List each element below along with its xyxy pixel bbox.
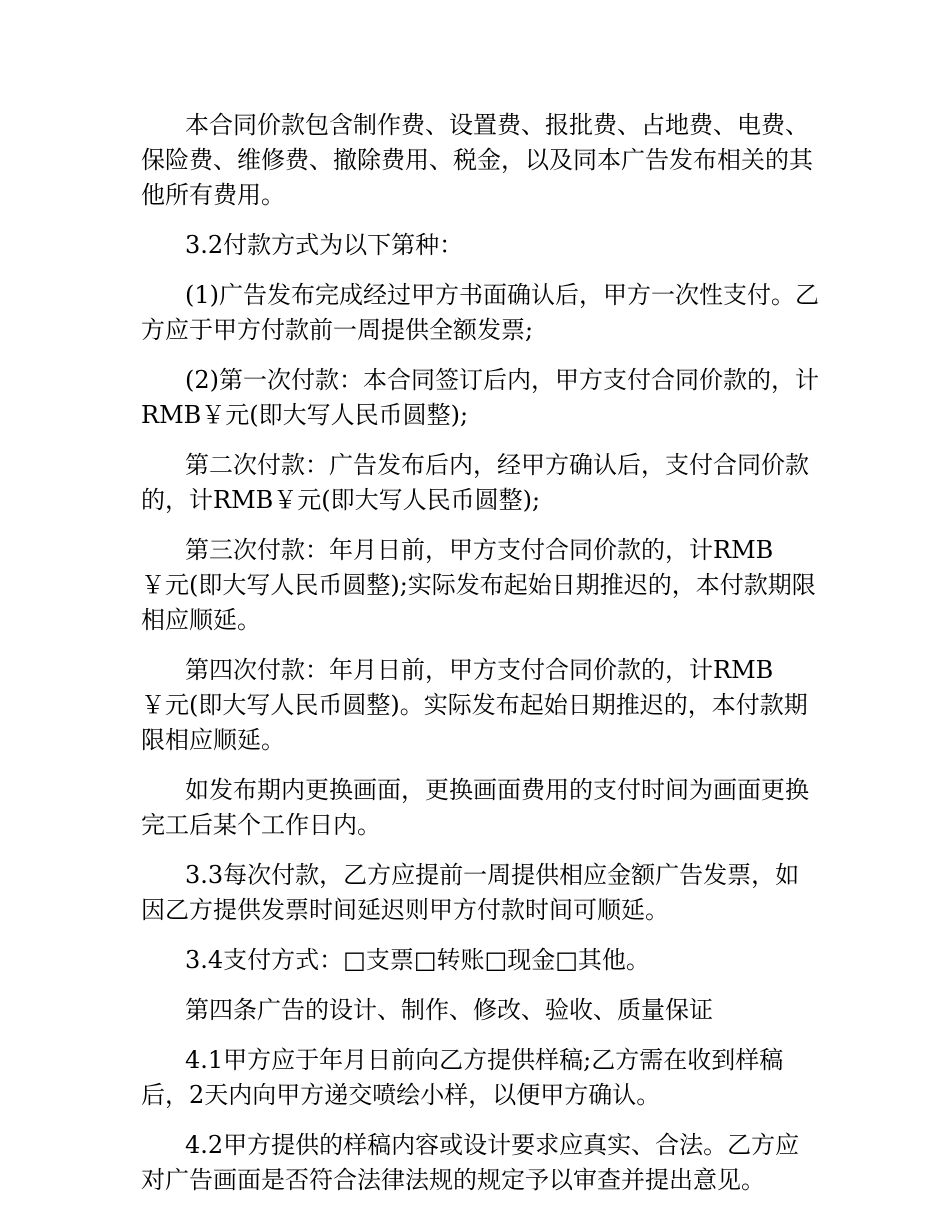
paragraph-third-payment: 第三次付款：年月日前，甲方支付合同价款的，计RMB ￥元(即大写人民币圆整);实际发布起始日期推迟的，本付款期限相应顺延。	[141, 536, 816, 634]
paragraph-second-payment: 第二次付款：广告发布后内，经甲方确认后，支付合同价款的，计RMB￥元(即大写人民币圆整);	[141, 451, 809, 514]
paragraph-replacement-fee: 如发布期内更换画面，更换画面费用的支付时间为画面更换完工后某个工作日内。	[141, 776, 809, 839]
paragraph-4-1-draft: 4.1甲方应于年月日前向乙方提供样稿;乙方需在收到样稿后，2天内向甲方递交喷绘小样，以便甲方确认。	[141, 1046, 784, 1109]
paragraph-3-3-invoice: 3.3每次付款，乙方应提前一周提供相应金额广告发票，如因乙方提供发票时间延迟则甲方付款时间可顺延。	[141, 861, 800, 924]
paragraph-one-time-payment: (1)广告发布完成经过甲方书面确认后，甲方一次性支付。乙方应于甲方付款前一周提供全额发票;	[141, 281, 819, 344]
paragraph-first-payment: (2)第一次付款：本合同签订后内，甲方支付合同价款的，计RMB￥元(即大写人民币圆整);	[141, 366, 819, 429]
section-heading-article-4: 第四条广告的设计、制作、修改、验收、质量保证	[185, 996, 713, 1024]
paragraph-3-4-payment-type: 3.4支付方式：□支票□转账□现金□其他。	[185, 946, 650, 974]
paragraph-fourth-payment: 第四次付款：年月日前，甲方支付合同价款的，计RMB ￥元(即大写人民币圆整)。实际发布起始日期推迟的，本付款期限相应顺延。	[141, 656, 808, 754]
paragraph-contract-price-scope: 本合同价款包含制作费、设置费、报批费、占地费、电费、保险费、维修费、撤除费用、税金，以及同本广告发布相关的其他所有费用。	[141, 111, 813, 209]
paragraph-3-2-payment-method: 3.2付款方式为以下第种：	[185, 231, 464, 259]
paragraph-4-2-legality: 4.2甲方提供的样稿内容或设计要求应真实、合法。乙方应对广告画面是否符合法律法规的规定予以审查并提出意见。	[141, 1131, 800, 1194]
